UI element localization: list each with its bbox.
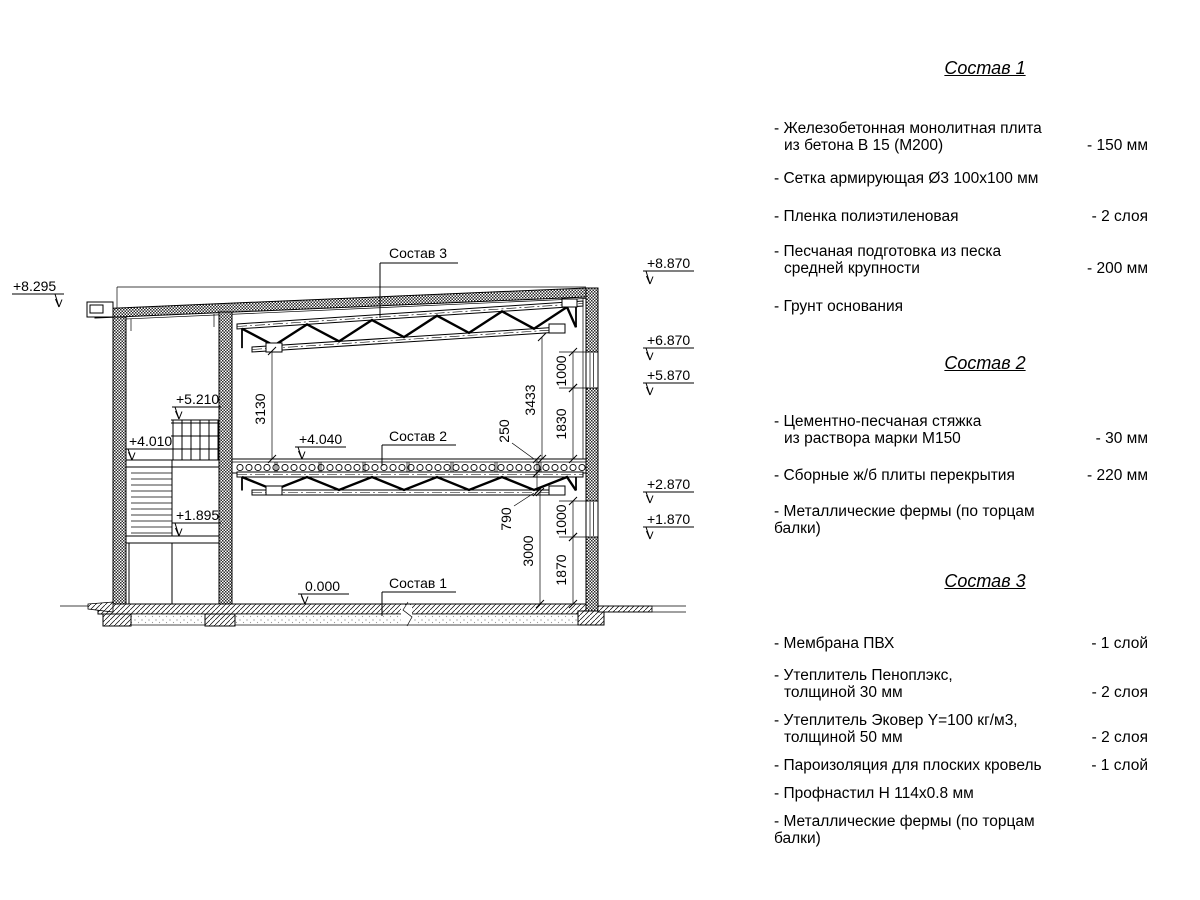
spec-section-3 [770, 571, 1156, 847]
spec-item-value: - 2 слоя [1091, 729, 1148, 746]
dimension-value: 1830 [553, 408, 569, 440]
spec-title: Состав 1 [944, 58, 1026, 78]
window-opening-lower [586, 501, 598, 537]
elevation-value: +8.870 [647, 255, 691, 271]
foundation-block [205, 614, 235, 626]
spec-item-text: из бетона В 15 (М200) [784, 137, 944, 154]
elevation-value: 0.000 [305, 578, 341, 594]
spec-item-text: - Пленка полиэтиленовая [774, 208, 959, 225]
elevation-marker [298, 578, 349, 604]
spec-title: Состав 2 [944, 353, 1026, 373]
dimension-value: 790 [498, 507, 514, 531]
right-wall-upper [586, 288, 598, 352]
spec-section-1 [770, 58, 1156, 315]
spec-section-2 [770, 353, 1156, 537]
spec-item-value: - 150 мм [1087, 137, 1148, 154]
elevation-value: +2.870 [647, 476, 691, 492]
dimension [520, 488, 544, 608]
elevation-value: +1.870 [647, 511, 691, 527]
spec-item-text: - Грунт основания [774, 298, 903, 315]
ground-slab [98, 604, 586, 614]
elevation-value: +4.010 [129, 433, 173, 449]
spec-item [774, 170, 1156, 187]
right-wall-middle [586, 388, 598, 501]
dimension [522, 333, 546, 463]
dimension [553, 384, 587, 463]
dimension-value: 250 [496, 419, 512, 443]
right-wall-lower [586, 537, 598, 614]
spec-item-text: - Цементно-песчаная стяжка [774, 413, 982, 430]
sand-bed [104, 614, 582, 625]
spec-item [774, 712, 1156, 746]
spec-item-value: - 1 слой [1091, 635, 1148, 652]
spec-item-text: из раствора марки М150 [784, 430, 961, 447]
spec-item-text: - Сборные ж/б плиты перекрытия [774, 467, 1015, 484]
floor-slab [232, 459, 586, 473]
spec-item [774, 813, 1156, 847]
spec-item-text: толщиной 50 мм [784, 729, 903, 746]
spec-item-text: - Утеплитель Пеноплэкс, [774, 667, 953, 684]
dimension-value: 1000 [553, 504, 569, 536]
dimension [553, 348, 587, 392]
elevation-value: +4.040 [299, 431, 343, 447]
spec-item-text: - Металлические фермы (по торцам балки) [774, 503, 1035, 537]
spec-item-value: - 30 мм [1095, 430, 1148, 447]
elevation-value: +8.295 [13, 278, 57, 294]
spec-item [774, 467, 1156, 484]
break-symbol [401, 602, 412, 626]
spec-item-text: толщиной 30 мм [784, 684, 903, 701]
blind-area-right [598, 606, 652, 612]
elevation-marker [12, 278, 64, 307]
spec-item [774, 757, 1156, 774]
spec-item-value: - 200 мм [1087, 260, 1148, 277]
stair-railing [171, 420, 219, 460]
elevation-marker [643, 332, 694, 360]
landing-1895 [126, 536, 219, 543]
spec-title: Состав 3 [944, 571, 1026, 591]
spec-item [774, 413, 1156, 447]
spec-item-text: - Металлические фермы (по торцам балки) [774, 813, 1035, 847]
spec-item [774, 208, 1156, 225]
dimension [553, 533, 577, 608]
spec-item [774, 635, 1156, 652]
spec-item-text: - Мембрана ПВХ [774, 635, 895, 652]
callout-label: Состав 2 [388, 428, 448, 444]
roof-assembly [87, 288, 586, 319]
left-wall [113, 317, 126, 614]
dimension-value: 3130 [252, 393, 268, 425]
spec-item-text: - Пароизоляция для плоских кровель [774, 757, 1042, 774]
elevation-marker [643, 367, 694, 395]
dimension [553, 497, 587, 541]
elevation-marker [643, 476, 694, 503]
inner-wall [219, 312, 232, 614]
dimension-value: 3433 [522, 384, 538, 416]
elevation-marker [643, 255, 694, 284]
spec-item [774, 298, 1156, 315]
spec-item-value: - 2 слоя [1091, 684, 1148, 701]
elevation-marker [643, 511, 694, 539]
elevation-value: +5.870 [647, 367, 691, 383]
spec-item [774, 120, 1156, 154]
dimension [252, 347, 276, 463]
dimension-value: 3000 [520, 535, 536, 567]
spec-item-text: - Сетка армирующая Ø3 100х100 мм [774, 170, 1039, 187]
elevation-value: +1.895 [176, 507, 220, 523]
callout-label: Состав 1 [388, 575, 448, 591]
callout-label: Состав 3 [388, 245, 448, 261]
elevation-marker [295, 431, 346, 459]
foundation-block [103, 614, 131, 626]
foundation-block [578, 611, 604, 625]
elevation-marker [125, 433, 173, 460]
spec-item-value: - 220 мм [1087, 467, 1148, 484]
spec-item-text: - Песчаная подготовка из песка [774, 243, 1002, 260]
floor-truss [237, 472, 583, 495]
spec-item-text: - Профнастил Н 114х0.8 мм [774, 785, 974, 802]
spec-item [774, 785, 1156, 802]
elevation-marker [172, 391, 221, 419]
dimension-value: 1000 [553, 355, 569, 387]
dimension-value: 1870 [553, 554, 569, 586]
spec-item [774, 503, 1156, 537]
spec-item-text: средней крупности [784, 260, 920, 277]
spec-item-value: - 2 слоя [1091, 208, 1148, 225]
window-opening-upper [586, 352, 598, 388]
elevation-value: +6.870 [647, 332, 691, 348]
blind-area-left [88, 602, 113, 612]
stair-flight [131, 460, 172, 536]
spec-item [774, 667, 1156, 701]
spec-item-text: - Утеплитель Эковер Y=100 кг/м3, [774, 712, 1018, 729]
spec-item [774, 243, 1156, 277]
elevation-value: +5.210 [176, 391, 220, 407]
spec-item-value: - 1 слой [1091, 757, 1148, 774]
elevation-marker [172, 507, 221, 536]
spec-item-text: - Железобетонная монолитная плита [774, 120, 1042, 137]
